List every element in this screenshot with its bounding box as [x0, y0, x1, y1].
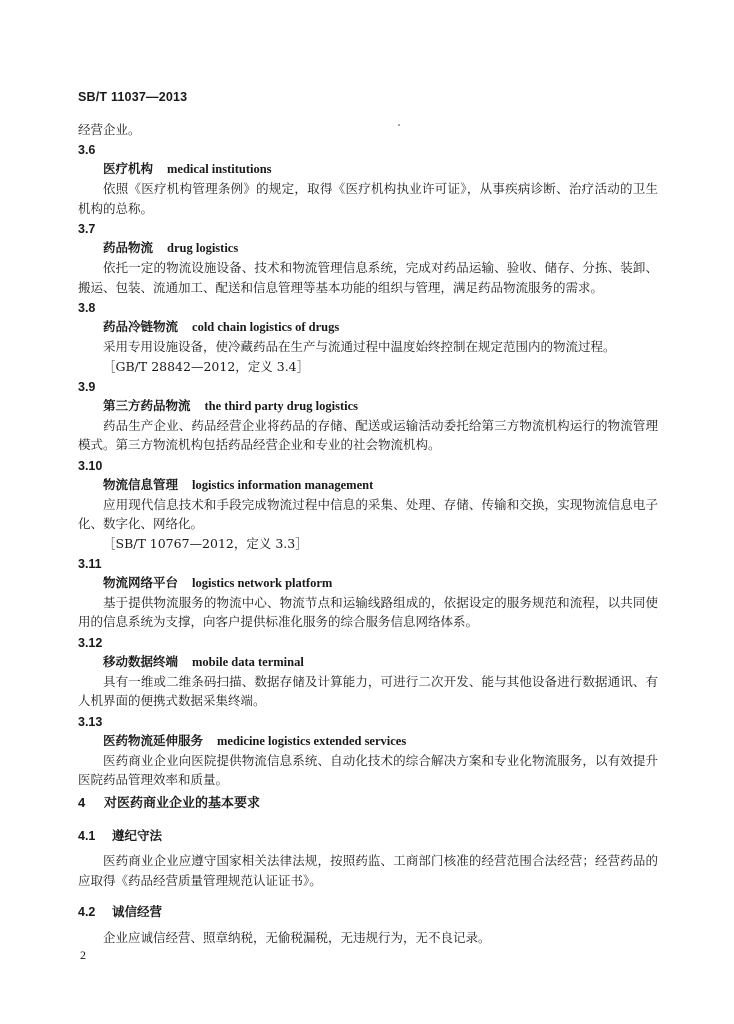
term-cn: 移动数据终端 — [103, 653, 179, 669]
term-number: 3.6 — [78, 143, 96, 157]
term-cn: 药品物流 — [103, 240, 154, 255]
term-reference: ［GB/T 28842—2012，定义 3.4］ — [103, 358, 310, 374]
term-number: 3.11 — [78, 556, 102, 571]
term-cn: 物流信息管理 — [103, 476, 179, 492]
term-number: 3.9 — [78, 379, 96, 394]
term-en: the third party drug logistics — [204, 398, 358, 413]
section-heading — [78, 792, 260, 811]
term-definition: 应用现代信息技术和手段完成物流过程中信息的采集、处理、存储、传输和交换，实现物流信息电子化、数字化、网络化。 — [78, 496, 658, 531]
subsection-number: 4.1 — [78, 829, 96, 843]
term-entry — [78, 457, 658, 553]
term-title — [103, 159, 658, 179]
term-en: cold chain logistics of drugs — [192, 320, 340, 334]
term-number: 3.13 — [78, 714, 103, 729]
subsection-paragraph: 医药商业企业应遵守国家相关法律法规，按照药监、工商部门核准的经营范围合法经营；经营药品的应取得《药品经营质量管理规范认证证书》。 — [78, 853, 658, 888]
subsection-heading — [78, 826, 162, 844]
scan-speck — [398, 124, 400, 126]
term-entry — [78, 220, 658, 297]
term-definition: 具有一维或二维条码扫描、数据存储及计算能力，可进行二次开发、能与其他设备进行数据通讯、有人机界面的便携式数据采集终端。 — [78, 673, 658, 708]
term-title — [103, 238, 658, 258]
term-definition: 依照《医疗机构管理条例》的规定，取得《医疗机构执业许可证》，从事疾病诊断、治疗活动的卫生机构的总称。 — [78, 181, 658, 216]
subsection-number: 4.2 — [78, 905, 96, 919]
term-definition: 基于提供物流服务的物流中心、物流节点和运输线路组成的，依据设定的服务规范和流程，以共同使用的信息系统为支撑，向客户提供标准化服务的综合服务信息网络体系。 — [78, 594, 658, 629]
subsection-title: 诚信经营 — [112, 904, 163, 919]
term-number: 3.8 — [78, 301, 96, 315]
term-en: logistics network platform — [192, 575, 333, 590]
term-cn: 物流网络平台 — [103, 574, 179, 590]
subsection-title: 遵纪守法 — [112, 828, 163, 843]
term-cn: 第三方药品物流 — [103, 397, 191, 413]
term-definition: 依托一定的物流设施设备、技术和物流管理信息系统，完成对药品运输、验收、储存、分拣、装卸、搬运、包装、流通加工、配送和信息管理等基本功能的组织与管理，满足药品物流服务的需求。 — [78, 260, 658, 295]
term-number: 3.10 — [78, 458, 103, 473]
subsection-paragraph: 企业应诚信经营、照章纳税，无偷税漏税，无违规行为，无不良记录。 — [103, 930, 491, 945]
continuation-text: 经营企业。 — [78, 122, 141, 137]
term-en: medical institutions — [167, 162, 272, 176]
term-title — [103, 317, 658, 337]
term-title — [103, 475, 658, 495]
term-entry — [78, 378, 658, 455]
section-number: 4 — [78, 795, 86, 810]
term-title — [103, 652, 658, 672]
term-entry — [78, 141, 658, 218]
term-cn: 医疗机构 — [103, 161, 154, 176]
subsection-heading — [78, 902, 162, 920]
term-en: medicine logistics extended services — [217, 733, 407, 748]
term-entry — [78, 299, 658, 376]
term-en: mobile data terminal — [192, 654, 304, 669]
terms-list — [78, 120, 658, 792]
term-cn: 药品冷链物流 — [103, 319, 179, 334]
term-en: drug logistics — [167, 241, 239, 255]
term-title — [103, 731, 658, 751]
term-number: 3.7 — [78, 222, 96, 236]
term-definition: 药品生产企业、药品经营企业将药品的存储、配送或运输活动委托给第三方物流机构运行的物流管理模式。第三方物流机构包括药品经营企业和专业的社会物流机构。 — [78, 417, 658, 452]
term-title — [103, 573, 658, 593]
term-entry — [78, 555, 658, 632]
term-reference: ［SB/T 10767—2012，定义 3.3］ — [103, 535, 308, 551]
page-number: 2 — [80, 948, 86, 962]
term-entry — [78, 634, 658, 711]
term-definition: 医药商业企业向医院提供物流信息系统、自动化技术的综合解决方案和专业化物流服务，以有效提升医院药品管理效率和质量。 — [78, 752, 658, 787]
section-title: 对医药商业企业的基本要求 — [104, 796, 261, 811]
standard-code: SB/T 11037—2013 — [78, 90, 188, 104]
term-cn: 医药物流延伸服务 — [103, 732, 204, 748]
term-definition: 采用专用设施设备，使冷藏药品在生产与流通过程中温度始终控制在规定范围内的物流过程。 — [103, 339, 616, 354]
term-number: 3.12 — [78, 635, 103, 650]
term-entry — [78, 713, 658, 790]
term-en: logistics information management — [192, 477, 374, 492]
term-title — [103, 396, 658, 416]
